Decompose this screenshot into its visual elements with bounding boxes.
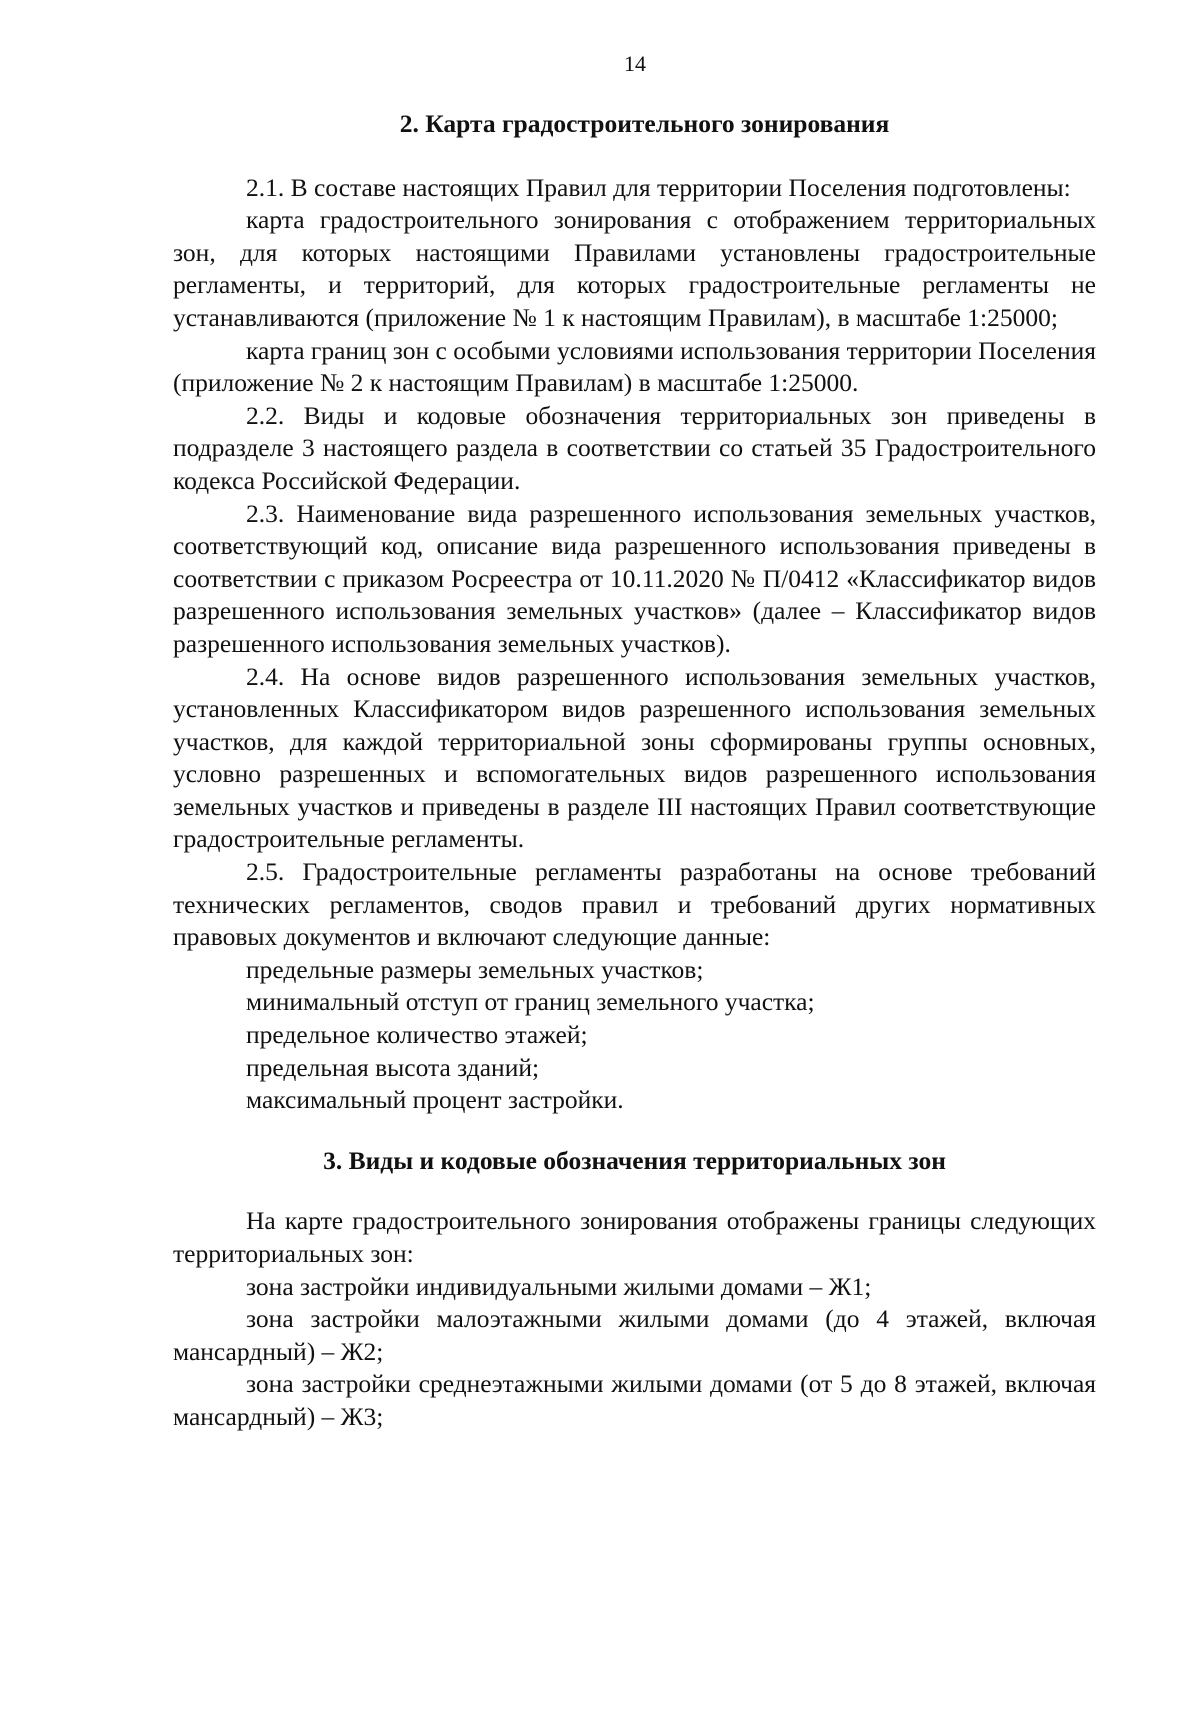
zone-zh1: зона застройки индивидуальными жилыми домами – Ж1; — [246, 1271, 872, 1301]
paragraph-3-intro: На карте градостроительного зонирования отображены границы следующих территориальных зон: — [173, 1206, 1096, 1268]
paragraph-2-1: 2.1. В составе настоящих Правил для территории Поселения подготовлены: — [246, 172, 1071, 202]
paragraph-2-5: 2.5. Градостроительные регламенты разработаны на основе требований технических регламентов, сводов правил и требований других нормативных правовых документов и включают следующие данные: — [173, 857, 1096, 952]
paragraph-2-4: 2.4. На основе видов разрешенного использования земельных участков, установленных Классификатором видов разрешенного использования земельных участков, для каждой территориальной зоны сформированы группы основных, условно разрешенных и вспомогательных видов разрешенного использования земельных участков и приведены в разделе III настоящих Правил соответствующие градостроительные регламенты. — [173, 661, 1096, 854]
zone-zh3: зона застройки среднеэтажными жилыми домами (от 5 до 8 этажей, включая мансардный) – Ж3; — [173, 1369, 1096, 1431]
list-item: максимальный процент застройки. — [246, 1085, 624, 1115]
paragraph-2-2: 2.2. Виды и кодовые обозначения территориальных зон приведены в подразделе 3 настоящего раздела в соответствии со статьей 35 Градостроительного кодекса Российской Федерации. — [173, 400, 1096, 495]
paragraph-2-1-map-zoning: карта градостроительного зонирования с отображением территориальных зон, для которых настоящими Правилами установлены градостроительные регламенты, и территорий, для которых градостроительные регламенты не устанавливаются (приложение № 1 к настоящим Правилам), в масштабе 1:25000; — [173, 205, 1096, 332]
paragraph-2-3: 2.3. Наименование вида разрешенного использования земельных участков, соответствующий код, описание вида разрешенного использования приведены в соответствии с приказом Росреестра от 10.11.2020 № П/0412 «Классификатор видов разрешенного использования земельных участков» (далее – Классификатор видов разрешенного использования земельных участков). — [173, 498, 1096, 658]
zone-zh2: зона застройки малоэтажными жилыми домами (до 4 этажей, включая мансардный) – Ж2; — [173, 1304, 1096, 1366]
list-item: предельная высота зданий; — [246, 1052, 540, 1082]
section-3-title: 3. Виды и кодовые обозначения территориальных зон — [323, 1145, 946, 1175]
list-item: предельные размеры земельных участков; — [246, 954, 704, 984]
document-body — [173, 108, 1096, 1434]
section-2-title: 2. Карта градостроительного зонирования — [399, 109, 890, 138]
paragraph-2-1-map-special-zones: карта границ зон с особыми условиями использования территории Поселения (приложение № 2 к настоящим Правилам) в масштабе 1:25000. — [173, 335, 1096, 398]
list-item: минимальный отступ от границ земельного участка; — [246, 987, 815, 1017]
list-item: предельное количество этажей; — [246, 1020, 588, 1050]
page-number: 14 — [624, 51, 646, 76]
